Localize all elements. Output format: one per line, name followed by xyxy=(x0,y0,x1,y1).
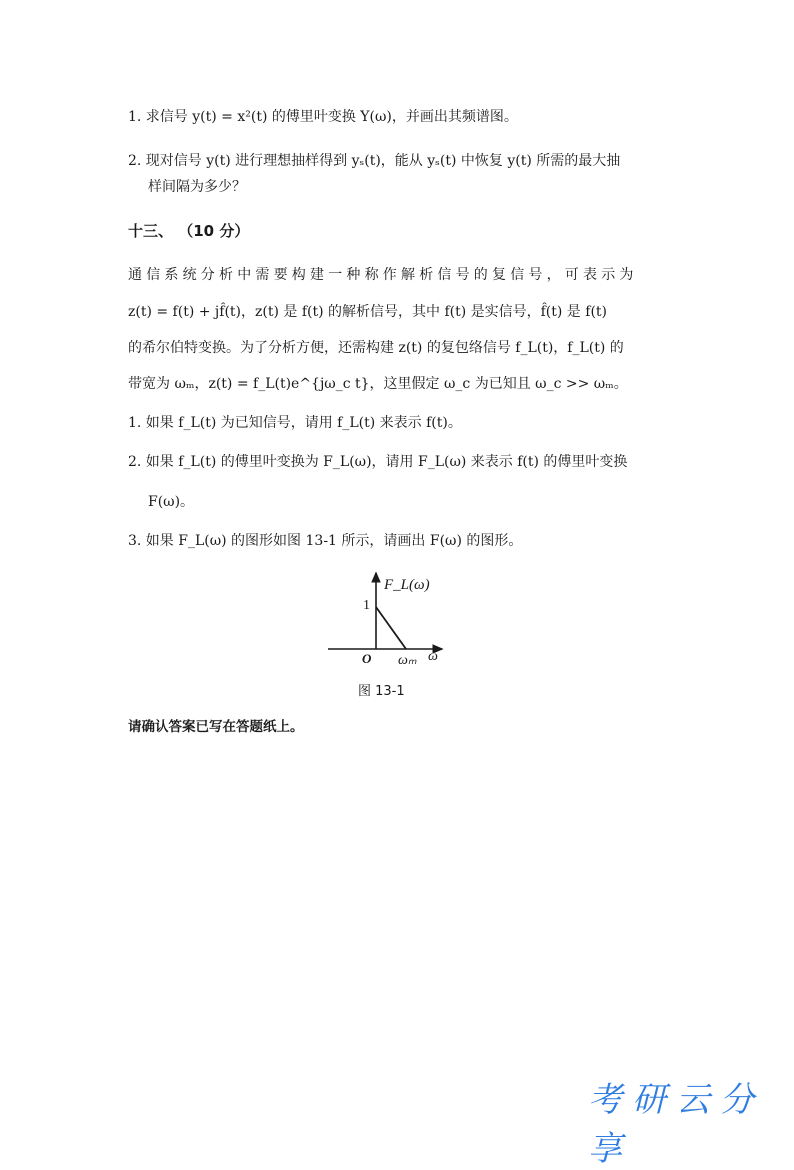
footer-note: 请确认答案已写在答题纸上。 xyxy=(128,719,304,735)
x-axis-label: ω xyxy=(428,649,438,664)
section-13-heading: 十三、 （10 分） xyxy=(128,222,250,240)
section-13-intro-line-2: z(t) = f(t) + jf̂(t)，z(t) 是 f(t) 的解析信号，其中 f(t) 是实信号，f̂(t) 是 f(t) xyxy=(128,304,607,320)
question-3: 3. 如果 F_L(ω) 的图形如图 13-1 所示，请画出 F(ω) 的图形。 xyxy=(128,533,523,549)
origin-label: O xyxy=(362,651,372,666)
triangle-edge xyxy=(376,607,406,649)
prev-question-item-2-line-2: 样间隔为多少？ xyxy=(148,179,246,195)
question-2-line-2: F(ω)。 xyxy=(148,494,195,510)
watermark: 考研云分享 xyxy=(588,1080,764,1169)
figure-caption: 图 13-1 xyxy=(358,684,405,699)
x-tick-label: ωₘ xyxy=(398,653,417,668)
question-1: 1. 如果 f_L(t) 为已知信号，请用 f_L(t) 来表示 f(t)。 xyxy=(128,415,462,431)
section-13-intro-line-3: 的希尔伯特变换。为了分析方便，还需构建 z(t) 的复包络信号 f_L(t)，f_L(t) 的 xyxy=(128,340,624,356)
y-axis-label: F_L(ω) xyxy=(384,577,430,593)
y-tick-label: 1 xyxy=(363,598,370,613)
prev-question-item-1: 1. 求信号 y(t) = x²(t) 的傅里叶变换 Y(ω)，并画出其频谱图。 xyxy=(128,109,518,125)
section-13-intro-line-1: 通信系统分析中需要构建一种称作解析信号的复信号，可表示为 xyxy=(128,267,638,283)
prev-question-item-2-line-1: 2. 现对信号 y(t) 进行理想抽样得到 yₛ(t)，能从 yₛ(t) 中恢复 y(t) 所需的最大抽 xyxy=(128,153,621,169)
section-13-intro-line-4: 带宽为 ωₘ，z(t) = f_L(t)e^{jω_c t}，这里假定 ω_c 为已知且 ω_c >> ωₘ。 xyxy=(128,376,628,392)
question-2-line-1: 2. 如果 f_L(t) 的傅里叶变换为 F_L(ω)，请用 F_L(ω) 来表示 f(t) 的傅里叶变换 xyxy=(128,454,628,470)
